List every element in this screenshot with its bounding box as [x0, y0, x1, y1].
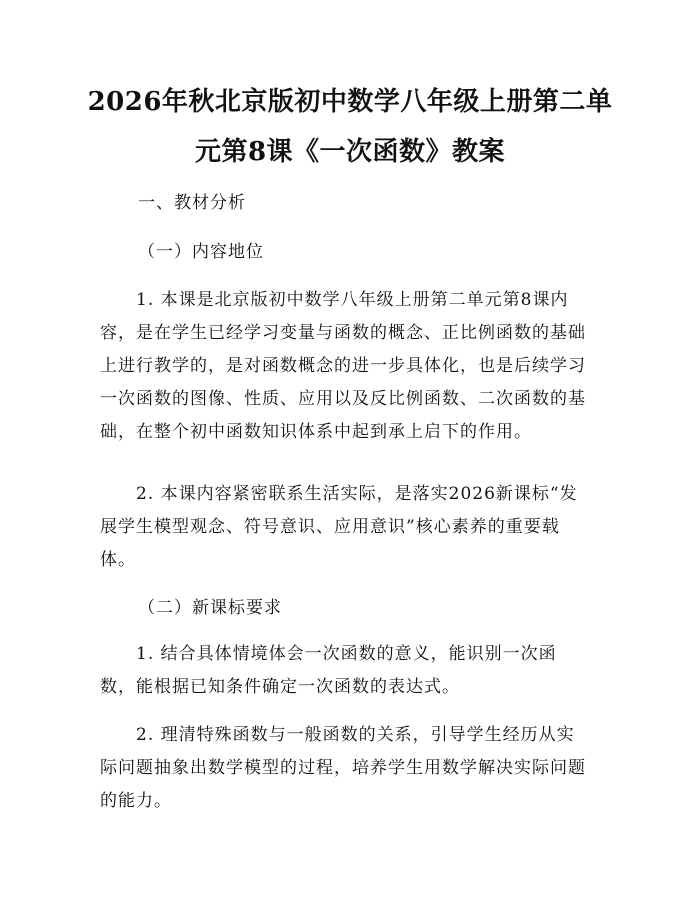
- paragraph-line: 容，是在学生已经学习变量与函数的概念、正比例函数的基础: [100, 323, 586, 343]
- subsection-heading-curriculum-requirements: （二）新课标要求: [138, 598, 282, 618]
- paragraph-content-position-2: [100, 478, 600, 577]
- paragraph-line: 2. 本课内容紧密联系生活实际，是落实2026新课标“发: [100, 484, 578, 504]
- subsection-heading-content-position: （一）内容地位: [138, 242, 264, 262]
- paragraph-line: 体。: [100, 550, 136, 570]
- paragraph-line: 上进行教学的，是对函数概念的进一步具体化，也是后续学习: [100, 356, 586, 376]
- paragraph-line: 的能力。: [100, 791, 172, 811]
- paragraph-line: 数，能根据已知条件确定一次函数的表达式。: [100, 677, 460, 697]
- paragraph-line: 展学生模型观念、符号意识、应用意识”核心素养的重要载: [100, 517, 560, 537]
- document-title-line-1: 2026年秋北京版初中数学八年级上册第二单: [87, 87, 613, 117]
- document-title-line-2: 元第8课《一次函数》教案: [194, 137, 506, 167]
- section-heading-teaching-material-analysis: 一、教材分析: [138, 193, 246, 213]
- paragraph-line: 1. 结合具体情境体会一次函数的意义，能识别一次函: [100, 644, 557, 664]
- paragraph-content-position-1: [100, 284, 600, 449]
- paragraph-line: 础，在整个初中函数知识体系中起到承上启下的作用。: [100, 422, 532, 442]
- paragraph-line: 2. 理清特殊函数与一般函数的关系，引导学生经历从实: [100, 725, 575, 745]
- paragraph-line: 1. 本课是北京版初中数学八年级上册第二单元第8课内: [100, 290, 569, 310]
- paragraph-line: 际问题抽象出数学模型的过程，培养学生用数学解决实际问题: [100, 758, 586, 778]
- paragraph-curriculum-requirement-2: [100, 719, 600, 818]
- paragraph-line: 一次函数的图像、性质、应用以及反比例函数、二次函数的基: [100, 389, 586, 409]
- paragraph-curriculum-requirement-1: [100, 638, 600, 704]
